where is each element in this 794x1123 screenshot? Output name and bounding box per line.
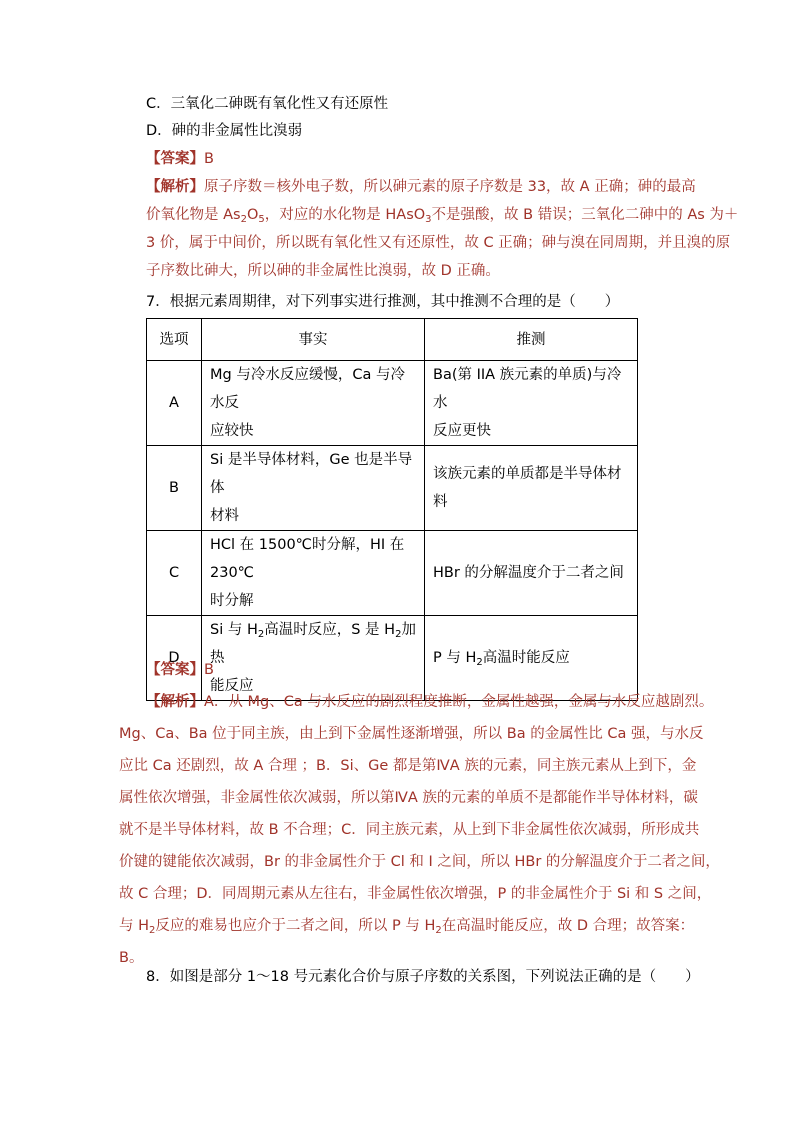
subscript: 5 <box>258 214 265 225</box>
answer-1 <box>146 149 214 169</box>
fact-line <box>210 616 416 672</box>
explanation-2-line-5: 就不是半导体材料，故 B 不合理；C．同主族元素，从上到下非金属性依次减弱，所形成共 <box>119 822 700 838</box>
question-7-table <box>146 318 638 701</box>
answer-tag: 【答案】 <box>146 151 204 167</box>
explanation-2-line-2: Mg、Ca、Ba 位于同主族，由上到下金属性逐渐增强，所以 Ba 的金属性比 Ca 强，与水反 <box>119 726 704 742</box>
explanation-2-line-1 <box>146 692 713 712</box>
row-guess <box>425 361 638 446</box>
explanation-2-line-6: 价键的键能依次减弱，Br 的非金属性介于 Cl 和 I 之间，所以 HBr 的分解温度介于二者之间， <box>119 854 720 870</box>
option-d: D．砷的非金属性比溴弱 <box>146 123 303 139</box>
fact-text: 加热 <box>210 622 416 666</box>
explanation-tag: 【解析】 <box>146 694 204 710</box>
fact-line: Si 是半导体材料，Ge 也是半导体 <box>210 452 413 496</box>
question-8: 8．如图是部分 1～18 号元素化合价与原子序数的关系图，下列说法正确的是（ ） <box>146 969 700 985</box>
row-fact <box>202 446 425 531</box>
explanation-text: 原子序数＝核外电子数，所以砷元素的原子序数是 33，故 A 正确；砷的最高 <box>204 179 696 195</box>
row-guess: 该族元素的单质都是半导体材料 <box>425 446 638 531</box>
row-fact <box>202 361 425 446</box>
fact-line: 时分解 <box>210 593 254 609</box>
explanation-2-line-3: 应比 Ca 还剧烈，故 A 合理 ；B．Si、Ge 都是第ⅣA 族的元素，同主族元素从上到下，金 <box>119 758 697 774</box>
explanation-text: 反应的难易也应介于二者之间，所以 P 与 H <box>155 918 436 934</box>
subscript: 3 <box>425 214 432 225</box>
fact-line: HCl 在 1500℃时分解，HI 在 230℃ <box>210 537 405 581</box>
guess-text: P 与 H <box>433 650 477 666</box>
row-option: D <box>147 616 202 701</box>
subscript: 2 <box>476 657 483 668</box>
answer-2 <box>146 660 214 680</box>
explanation-1-line-1 <box>146 177 696 197</box>
explanation-2-line-8 <box>119 916 694 936</box>
subscript: 2 <box>435 925 442 936</box>
explanation-1-line-2 <box>146 205 738 225</box>
answer-tag: 【答案】 <box>146 662 204 678</box>
guess-text: 高温时能反应 <box>482 650 570 666</box>
explanation-2-line-9: B。 <box>119 950 144 966</box>
explanation-text: 价氧化物是 As <box>146 207 241 223</box>
fact-text: 高温时反应，S 是 H <box>264 622 396 638</box>
subscript: 2 <box>149 925 156 936</box>
table-row-a <box>147 361 638 446</box>
header-guess: 推测 <box>425 319 638 361</box>
explanation-text: 与 H <box>119 918 150 934</box>
row-option: C <box>147 531 202 616</box>
row-fact <box>202 531 425 616</box>
subscript: 2 <box>240 214 247 225</box>
row-option: B <box>147 446 202 531</box>
table-row-b <box>147 446 638 531</box>
explanation-text: A．从 Mg、Ca 与水反应的剧烈程度推断，金属性越强，金属与水反应越剧烈。 <box>204 694 714 710</box>
explanation-tag: 【解析】 <box>146 179 204 195</box>
answer-value: B <box>204 662 214 678</box>
header-option: 选项 <box>147 319 202 361</box>
row-guess: HBr 的分解温度介于二者之间 <box>425 531 638 616</box>
guess-line: 反应更快 <box>433 423 491 439</box>
explanation-text: O <box>246 207 259 223</box>
explanation-2-line-4: 属性依次增强，非金属性依次减弱，所以第ⅣA 族的元素的单质不是都能作半导体材料，碳 <box>119 790 698 806</box>
guess-line: Ba(第 IIA 族元素的单质)与冷水 <box>433 367 622 411</box>
table-header-row <box>147 319 638 361</box>
explanation-text: ，对应的水化物是 HAsO <box>264 207 426 223</box>
header-fact: 事实 <box>202 319 425 361</box>
option-c: C．三氧化二砷既有氧化性又有还原性 <box>146 96 389 112</box>
fact-text: Si 与 H <box>210 622 258 638</box>
table-row-d <box>147 616 638 701</box>
fact-line: Mg 与冷水反应缓慢，Ca 与冷水反 <box>210 367 405 411</box>
fact-line: 材料 <box>210 508 239 524</box>
fact-line: 应较快 <box>210 423 254 439</box>
explanation-text: 不是强酸，故 B 错误；三氧化二砷中的 As 为＋ <box>431 207 739 223</box>
question-7: 7．根据元素周期律，对下列事实进行推测，其中推测不合理的是（ ） <box>146 294 620 310</box>
subscript: 2 <box>395 629 402 640</box>
row-guess <box>425 616 638 701</box>
explanation-2-line-7: 故 C 合理；D．同周期元素从左往右，非金属性依次增强，P 的非金属性介于 Si 和 S 之间， <box>119 886 712 902</box>
answer-value: B <box>204 151 214 167</box>
explanation-text: 在高温时能反应，故 D 合理；故答案： <box>441 918 695 934</box>
table-row-c <box>147 531 638 616</box>
explanation-1-line-4: 子序数比砷大，所以砷的非金属性比溴弱，故 D 正确。 <box>146 263 500 279</box>
row-option: A <box>147 361 202 446</box>
fact-line: 能反应 <box>210 678 254 694</box>
explanation-1-line-3: 3 价，属于中间价，所以既有氧化性又有还原性，故 C 正确；砷与溴在同周期，并且溴的原 <box>146 235 731 251</box>
row-fact <box>202 616 425 701</box>
subscript: 2 <box>257 629 265 640</box>
